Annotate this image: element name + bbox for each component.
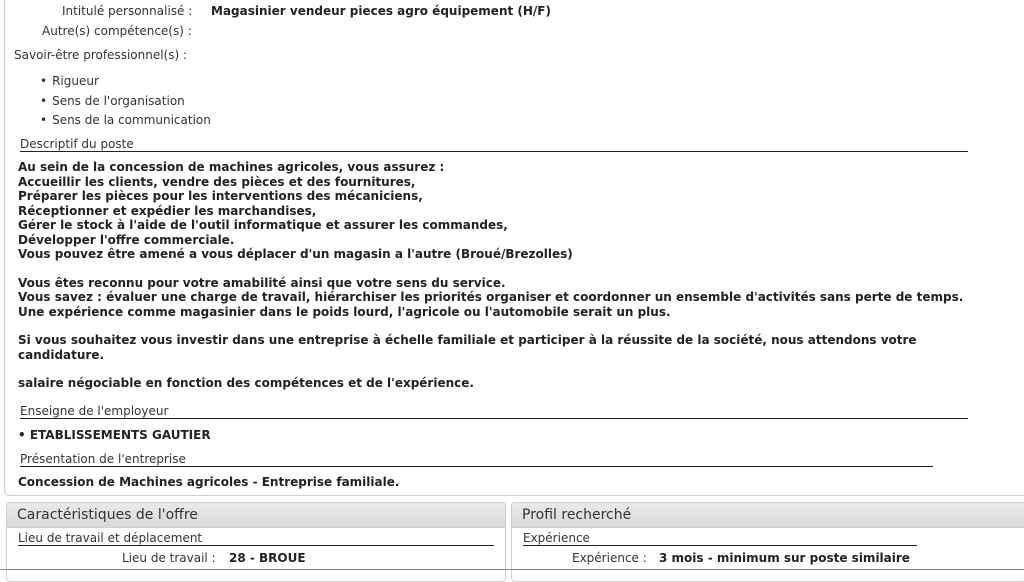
descriptif-text	[18, 160, 966, 391]
lieu-label: Lieu de travail :	[122, 551, 216, 565]
intitule-value: Magasinier vendeur pieces agro équipement (H/F)	[211, 4, 551, 18]
savoir-etre-label: Savoir-être professionnel(s) :	[14, 48, 188, 62]
descriptif-line: Une expérience comme magasinier dans le poids lourd, l'agricole ou l'automobile serait un plus.	[18, 304, 671, 319]
list-item: • Sens de l'organisation	[40, 92, 211, 112]
descriptif-line: Réceptionner et expédier les marchandises,	[18, 203, 317, 218]
descriptif-section-title: Descriptif du poste	[20, 137, 968, 152]
descriptif-line: Vous savez : évaluer une charge de travail, hiérarchiser les priorités organiser et coordonner un ensemble d'activités sans perte de temps.	[18, 290, 964, 304]
experience-value: 3 mois - minimum sur poste similaire	[659, 551, 910, 565]
autres-competences-label: Autre(s) compétence(s) :	[42, 24, 192, 38]
intitule-label: Intitulé personnalisé :	[62, 4, 193, 18]
employer-name: ETABLISSEMENTS GAUTIER	[29, 428, 211, 442]
descriptif-line: salaire négociable en fonction des compétences et de l'expérience.	[18, 376, 474, 390]
descriptif-line: Développer l'offre commerciale.	[18, 232, 235, 247]
savoir-etre-list	[40, 72, 211, 131]
presentation-section-title: Présentation de l'entreprise	[20, 452, 933, 467]
enseigne-value: • ETABLISSEMENTS GAUTIER	[18, 428, 211, 442]
lieu-section-title: Lieu de travail et déplacement	[18, 531, 494, 546]
enseigne-section-title: Enseigne de l'employeur	[20, 404, 968, 419]
descriptif-line: Vous pouvez être amené a vous déplacer d'un magasin a l'autre (Broué/Brezolles)	[18, 247, 573, 261]
list-item: • Rigueur	[40, 72, 211, 92]
experience-label: Expérience :	[572, 551, 647, 565]
lieu-value: 28 - BROUE	[229, 551, 306, 565]
descriptif-line: Vous êtes reconnu pour votre amabilité ainsi que votre sens du service.	[18, 275, 506, 290]
descriptif-line: Préparer les pièces pour les interventions des mécaniciens,	[18, 189, 423, 203]
descriptif-line: Accueillir les clients, vendre des pièces et des fournitures,	[18, 174, 416, 189]
list-item: • Sens de la communication	[40, 111, 211, 131]
bottom-divider	[0, 569, 1024, 570]
profil-panel-title: Profil recherché	[512, 503, 1024, 528]
presentation-value: Concession de Machines agricoles - Entreprise familiale.	[18, 475, 400, 489]
descriptif-line: Si vous souhaitez vous investir dans une entreprise à échelle familiale et participer à la réussite de la société, nous attendons votre candidature.	[18, 333, 917, 362]
descriptif-line: Au sein de la concession de machines agricoles, vous assurez :	[18, 160, 445, 174]
experience-section-title: Expérience	[523, 531, 917, 546]
descriptif-line: Gérer le stock à l'aide de l'outil informatique et assurer les commandes,	[18, 218, 508, 232]
caracteristiques-panel-title: Caractéristiques de l'offre	[7, 503, 505, 528]
